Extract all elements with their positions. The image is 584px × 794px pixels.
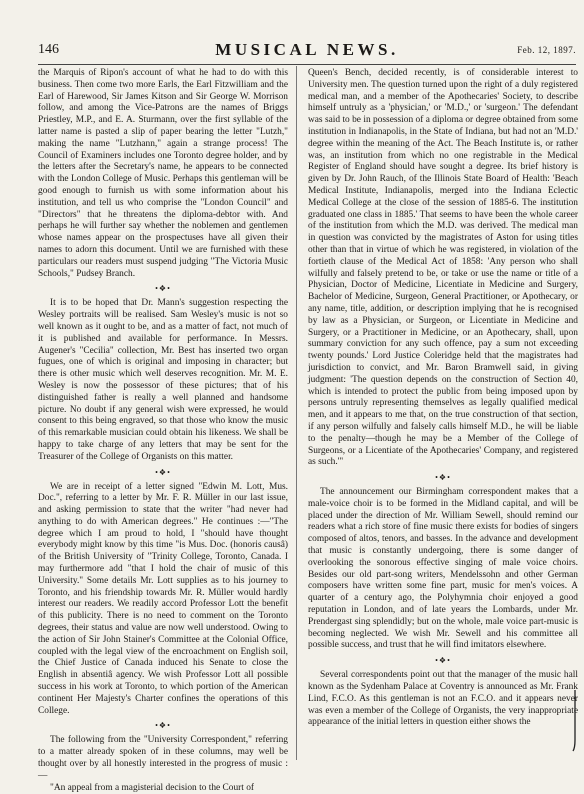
- article-paragraph: The following from the "University Correspondent," referring to a matter already spoken of in these columns, may well be thought over by all honestly interested in the progress of music :—: [38, 735, 288, 781]
- masthead-title: MUSICAL NEWS.: [215, 40, 399, 59]
- left-column: [38, 68, 288, 794]
- article-paragraph: The announcement our Birmingham correspondent makes that a male-voice choir is to be formed in the Midland capital, and will be placed under the direction of Mr. William Sewell, should remind our readers what a rich store of fine music there exists for bodies of singers composed of altos, tenors, and basses. In the advance and development that music is constantly undergoing, there is some danger of overlooking the sonorous effective singing of male voice choirs. Besides our old part-song writers, Mendelssohn and other German composers have written some fine part, music for men's voices. A quarter of a century ago, the Polyhymnia choir enjoyed a good reputation in London, and of late years the Lombards, under Mr. Prendergast sing splendidly; but on the whole, male voice part-music is becoming neglected. We wish Mr. Sewell and his committee all possible success, and trust that he will find imitators elsewhere.: [308, 487, 578, 651]
- issue-date: Feb. 12, 1897.: [517, 45, 576, 55]
- right-column: [308, 68, 578, 729]
- section-ornament: •❖•: [435, 473, 451, 483]
- article-paragraph: "An appeal from a magisterial decision to the Court of: [50, 782, 255, 793]
- article-paragraph: the Marquis of Ripon's account of what he had to do with this business. Then come two more Earls, the Earl Fitzwilliam and the Earl of Harewood, Sir James Kitson and Sir George W. Morrison follow, and among the Vice-Patrons are the names of Briggs Priestley, M.P., and E. A. Sturmann, over the first syllable of the latter name is pasted a slip of paper bearing the letter "Lutzh," making the name "Lutzhann," again a strange process! The Council of Examiners includes one Toronto degree holder, and by the letters after the Secretary's name, he appears to be connected with the London College of Music. Perhaps this gentleman will be good enough to furnish us with some information about his institution, and tell us who comprise the "London Council" and "Directors" that he threatens the diploma-debtor with. And perhaps he will further say whether the noblemen and gentlemen whose names appear on the prospectuses have all given their names to adorn this document. Until we are furnished with these particulars our readers must suspend judging "The Victoria Music Schools," Pudsey Branch.: [38, 68, 288, 279]
- column-divider: [296, 66, 297, 760]
- article-paragraph: Several correspondents point out that the manager of the music hall known as the Sydenham Palace at Coventry is announced as Mr. Frank Lind, F.C.O. As this gentleman is not an F.C.O. and it appears never was even a member of the College of Organists, the very inappropriate appearance of the initial letters in question either shows the: [308, 670, 578, 728]
- page-number: 146: [38, 42, 59, 57]
- article-paragraph: It is to be hoped that Dr. Mann's suggestion respecting the Wesley portraits will be realised. Sam Wesley's music is not so well known as it ought to be, and as a matter of fact, not much of it is published and available for performance. In Messrs. Augener's "Cecilia" collection, Mr. Best has inserted two organ fugues, one of which is original and imposing in character; but there is other music which well deserves recognition. Mr. M. E. Wesley is now the possessor of these pictures; that of his distinguished father is really a well planned and handsome picture. No doubt if any general wish were expressed, he would consent to this being engraved, so that those who know the music of this remarkable musician could obtain his likeness. We shall be happy to take charge of any letters that may be sent for the Treasurer of the College of Organists on this matter.: [38, 298, 288, 462]
- page-header: [38, 40, 576, 64]
- section-ornament: •❖•: [435, 656, 451, 666]
- section-ornament: •❖•: [155, 467, 171, 477]
- margin-mark: [572, 690, 578, 752]
- section-ornament: •❖•: [155, 721, 171, 731]
- header-rule: [38, 64, 576, 65]
- article-paragraph: Queen's Bench, decided recently, is of considerable interest to University men. The question turned upon the right of a duly registered medical man, and a member of the Apothecaries' Society, to describe himself untruly as a 'physician,' or 'M.D.,' or 'surgeon.' The defendant was said to be in possession of a diploma or degree obtained from some institution in Indianapolis, in the State of Indiana, but had not an 'M.D.' degree within the meaning of the Act. The Beach Institute is, or rather was, an institution from which no one registrable in the Medical Register of England should have sought a degree. Its brief history is given by Dr. John Rauch, of the Illinois State Board of Health: 'Beach Medical Institute, Indianapolis, merged into the Indiana Eclectic Medical College at the close of the session of 1885-6. The institution graduated one class in 1885.' That seems to have been the whole career of the institution from which the M.D. was derived. The medical man in question was convicted by the magistrates of Aston for using titles other than that in virtue of which he was registered, in violation of the fortieth clause of the Medical Act of 1858: 'Any person who shall wilfully and falsely pretend to be, or take or use the name or title of a Physician, Doctor of Medicine, Licentiate in Medicine and Surgery, Bachelor of Medicine, Surgeon, General Practitioner, or Apothecary, or any name, title, addition, or description implying that he is recognised by law as a Physician, or Surgeon, or Licentiate in Medicine and Surgery, or a Practitioner in Medicine, or an Apothecary, shall, upon summary conviction for any such offence, pay a sum not exceeding twenty pounds.' Lord Justice Coleridge held that the magistrates had jurisdiction to convict, and Mr. Baron Bramwell said, in giving judgment: 'The question depends on the construction of Section 40, which is intended to protect the public from being imposed upon by persons untruly representing themselves as legally qualified medical men, and it appears to me that, on the true construction of that section, if any person wilfully and falsely calls himself M.D., he will be liable to the penalty—though he may be a Member of the College of Surgeons, or a Licentiate of the Apothecaries' Company, and registered as such.'": [308, 68, 578, 468]
- section-ornament: •❖•: [155, 284, 171, 294]
- article-paragraph: We are in receipt of a letter signed "Edwin M. Lott, Mus. Doc.", referring to a letter by Mr. F. R. Müller in our last issue, and asking permission to state that the writer "had never had anything to do with American degrees." He continues :—"The degree which I am proud to hold, I "should have thought everybody might know by this time "is Mus. Doc. (honoris causâ) of the British University of "Trinity College, Toronto, Canada. I may furthermore add "that I hold the chair of music of this University." Some details Mr. Lott supplies as to his journey to Toronto, and his friendship towards Mr. R. Müller would hardly interest our readers. We readily accord Professor Lott the benefit of this publicity. There is no need to comment on the Toronto degrees, their status and value are now well understood. Owing to the action of Sir John Stainer's Committee at the Colonial Office, coupled with the legal view of the encroachment on English soil, the Chief Justice of Canada induced his Senate to close the English in absentiâ agency. We wish Professor Lott all possible success in his work at Toronto, to which portion of the American continent Her Majesty's Charter confines the operations of this College.: [38, 481, 288, 716]
